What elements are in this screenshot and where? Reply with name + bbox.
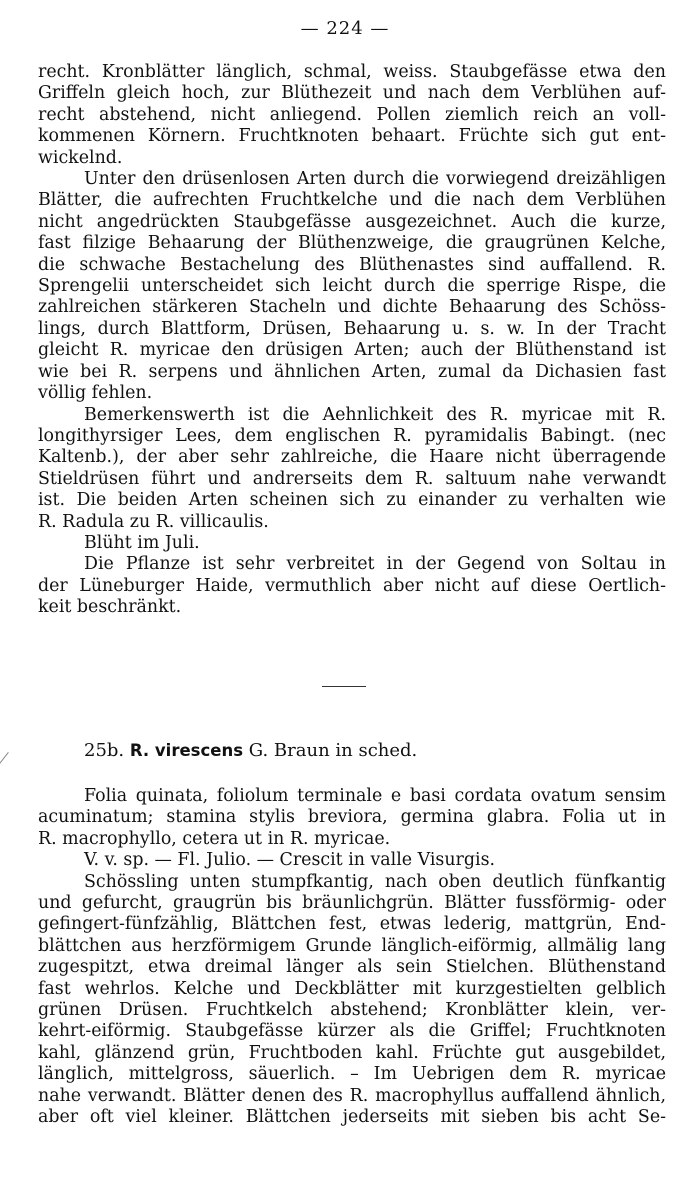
text-line: Sprengelii unterscheidet sich leicht durch die sperrige Rispe, die <box>38 276 666 297</box>
text-line: wickelnd. <box>38 147 123 168</box>
text-line: wie bei R. serpens und ähnlichen Arten, zumal da Dichasien fast <box>38 361 666 382</box>
text-line: der Lüneburger Haide, vermuthlich aber nicht auf diese Oertlich- <box>38 575 666 596</box>
text-line: Blätter, die aufrechten Fruchtkelche und die nach dem Verblühen <box>38 190 666 211</box>
text-line: acuminatum; stamina stylis breviora, germina glabra. Folia ut in <box>38 807 666 828</box>
text-line: nahe verwandt. Blätter denen des R. macrophyllus auffallend ähnlich, <box>38 1085 666 1106</box>
text-line: die schwache Bestachelung des Blüthenastes sind auffallend. R. <box>38 254 666 275</box>
text-line: ist. Die beiden Arten scheinen sich zu einander zu verhalten wie <box>38 490 666 511</box>
continued-description-text <box>38 62 666 619</box>
text-line: recht abstehend, nicht anliegend. Pollen ziemlich reich an voll- <box>38 104 666 125</box>
text-line: aber oft viel kleiner. Blättchen jederseits mit sieben bis acht Se- <box>38 1107 666 1128</box>
text-line: Unter den drüsenlosen Arten durch die vorwiegend dreizähligen <box>84 169 666 190</box>
text-line: völlig fehlen. <box>38 383 153 404</box>
text-line: fast filzige Behaarung der Blüthenzweige, die graugrünen Kelche, <box>38 233 666 254</box>
text-line: Kaltenb.), der aber sehr zahlreiche, die Haare nicht überragende <box>38 447 666 468</box>
text-line: longithyrsiger Lees, dem englischen R. pyramidalis Babingt. (nec <box>38 425 666 446</box>
text-line: Blüht im Juli. <box>84 532 200 553</box>
species-heading <box>84 740 417 762</box>
scan-mark <box>0 752 9 786</box>
text-line: grünen Drüsen. Fruchtkelch abstehend; Kronblätter klein, ver- <box>38 1000 666 1021</box>
text-line: V. v. sp. — Fl. Julio. — Crescit in valle Visurgis. <box>84 850 496 871</box>
species-number: 25b. <box>84 740 125 761</box>
text-line: gefingert-fünfzählig, Blättchen fest, etwas lederig, mattgrün, End- <box>38 914 666 935</box>
text-line: R. Radula zu R. villicaulis. <box>38 511 269 532</box>
text-line: R. macrophyllo, cetera ut in R. myricae. <box>38 828 391 849</box>
text-line: blättchen aus herzförmigem Grunde länglich-eiförmig, allmälig lang <box>38 935 666 956</box>
text-line: und gefurcht, graugrün bis bräunlichgrün. Blätter fussförmig- oder <box>38 893 666 914</box>
text-line: kahl, glänzend grün, Fruchtboden kahl. Früchte gut ausgebildet, <box>38 1042 666 1063</box>
text-line: Folia quinata, foliolum terminale e basi cordata ovatum sensim <box>84 786 666 806</box>
text-line: Die Pflanze ist sehr verbreitet in der Gegend von Soltau in <box>84 554 666 575</box>
species-authority: G. Braun in sched. <box>248 740 418 761</box>
text-line: nicht angedrückten Staubgefässe ausgezeichnet. Auch die kurze, <box>38 211 666 232</box>
text-line: recht. Kronblätter länglich, schmal, weiss. Staubgefässe etwa den <box>38 62 666 82</box>
text-line: fast wehrlos. Kelche und Deckblätter mit kurzgestielten gelblich <box>38 978 666 999</box>
text-line: kommenen Körnern. Fruchtknoten behaart. Früchte sich gut ent- <box>38 126 666 147</box>
text-line: Bemerkenswerth ist die Aehnlichkeit des R. myricae mit R. <box>84 404 666 425</box>
text-line: zahlreichen stärkeren Stacheln und dichte Behaarung des Schöss- <box>38 297 666 318</box>
species-description-text <box>38 786 666 1129</box>
text-line: keit beschränkt. <box>38 597 182 618</box>
text-line: gleicht R. myricae den drüsigen Arten; auch der Blüthenstand ist <box>38 340 666 361</box>
page-number: — 224 — <box>300 18 390 39</box>
text-line: länglich, mittelgross, säuerlich. – Im Uebrigen dem R. myricae <box>38 1064 666 1085</box>
species-name: R. virescens <box>129 741 244 760</box>
text-line: zugespitzt, etwa dreimal länger als sein Stielchen. Blüthenstand <box>38 957 666 978</box>
text-line: Stieldrüsen führt und andrerseits dem R. saltuum nahe verwandt <box>38 468 666 489</box>
text-line: Griffeln gleich hoch, zur Blüthezeit und nach dem Verblühen auf- <box>38 83 666 104</box>
section-separator-rule <box>322 686 366 687</box>
text-line: Schössling unten stumpfkantig, nach oben deutlich fünfkantig <box>84 871 666 892</box>
text-line: kehrt-eiförmig. Staubgefässe kürzer als die Griffel; Fruchtknoten <box>38 1021 666 1042</box>
text-line: lings, durch Blattform, Drüsen, Behaarung u. s. w. In der Tracht <box>38 318 666 339</box>
